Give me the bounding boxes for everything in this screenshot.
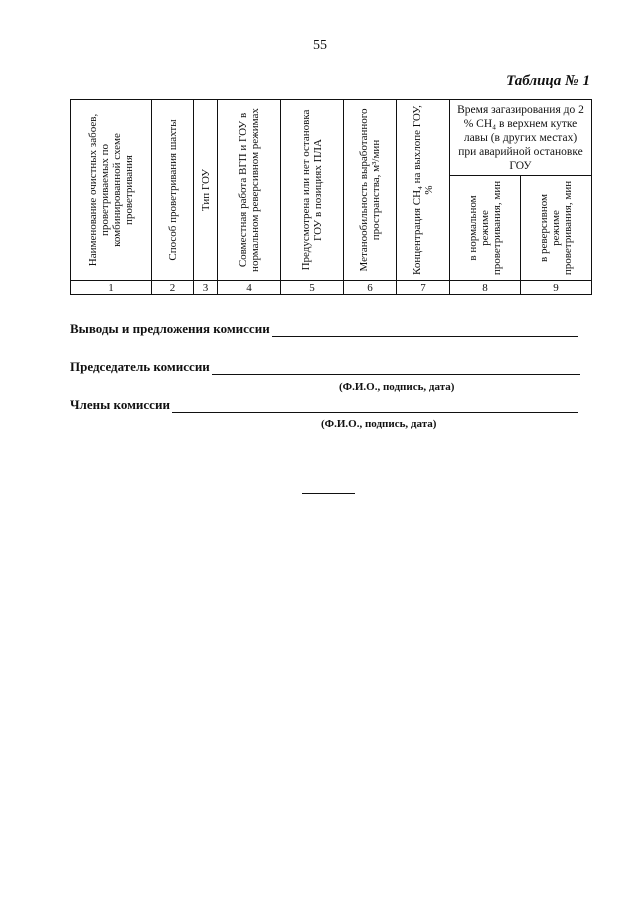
column-number: 4 xyxy=(218,281,281,295)
chairman-label: Председатель комиссии xyxy=(70,359,210,374)
column-header-label: Предусмотрена или нет остановка ГОУ в позициях ПЛА xyxy=(300,109,324,271)
column-number: 7 xyxy=(397,281,450,295)
group-header: Время загазирования до 2 % CH₄ в верхнем кутке лавы (в других местах) при аварийной остановке ГОУ xyxy=(450,100,592,176)
column-number: 3 xyxy=(194,281,218,295)
column-header-3 xyxy=(194,100,218,281)
column-header-label: в нормальном режиме проветривания, мин xyxy=(467,180,503,276)
column-header-label: в реверсивном режиме проветривания, мин xyxy=(538,180,574,276)
column-header-1 xyxy=(71,100,152,281)
page-number: 55 xyxy=(313,38,327,53)
chairman-hint: (Ф.И.О., подпись, дата) xyxy=(339,381,455,393)
column-header-9 xyxy=(521,176,592,281)
column-header-label: Тип ГОУ xyxy=(199,168,212,212)
chairman-row xyxy=(70,359,580,375)
end-rule xyxy=(302,493,355,494)
column-number: 9 xyxy=(521,281,592,295)
report-table xyxy=(70,99,592,295)
column-header-2 xyxy=(152,100,194,281)
column-header-label: Метанообильность выработанного пространства, м³/мин xyxy=(358,108,382,272)
column-number: 5 xyxy=(281,281,344,295)
column-header-4 xyxy=(218,100,281,281)
column-header-label: Наименование очистных забоев, проветриваемых по комбинированной схеме проветривания xyxy=(87,113,135,267)
members-row xyxy=(70,397,578,413)
members-label: Члены комиссии xyxy=(70,397,170,412)
column-header-5 xyxy=(281,100,344,281)
column-header-8 xyxy=(450,176,521,281)
members-field[interactable] xyxy=(172,398,578,413)
column-number: 2 xyxy=(152,281,194,295)
conclusions-field[interactable] xyxy=(272,322,578,337)
column-header-label: Концентрация CH₄ на выхлопе ГОУ, % xyxy=(411,105,435,275)
table-caption: Таблица № 1 xyxy=(506,73,590,89)
column-header-6 xyxy=(344,100,397,281)
column-number: 1 xyxy=(71,281,152,295)
column-number: 8 xyxy=(450,281,521,295)
column-header-label: Совместная работа ВГП и ГОУ в нормальном реверсивном режимах xyxy=(237,108,261,272)
column-number-row xyxy=(71,281,592,295)
members-hint: (Ф.И.О., подпись, дата) xyxy=(321,418,437,430)
conclusions-label: Выводы и предложения комиссии xyxy=(70,321,270,336)
chairman-field[interactable] xyxy=(212,360,580,375)
column-header-label: Способ проветривания шахты xyxy=(166,119,179,261)
column-header-7 xyxy=(397,100,450,281)
column-number: 6 xyxy=(344,281,397,295)
conclusions-row xyxy=(70,321,578,337)
